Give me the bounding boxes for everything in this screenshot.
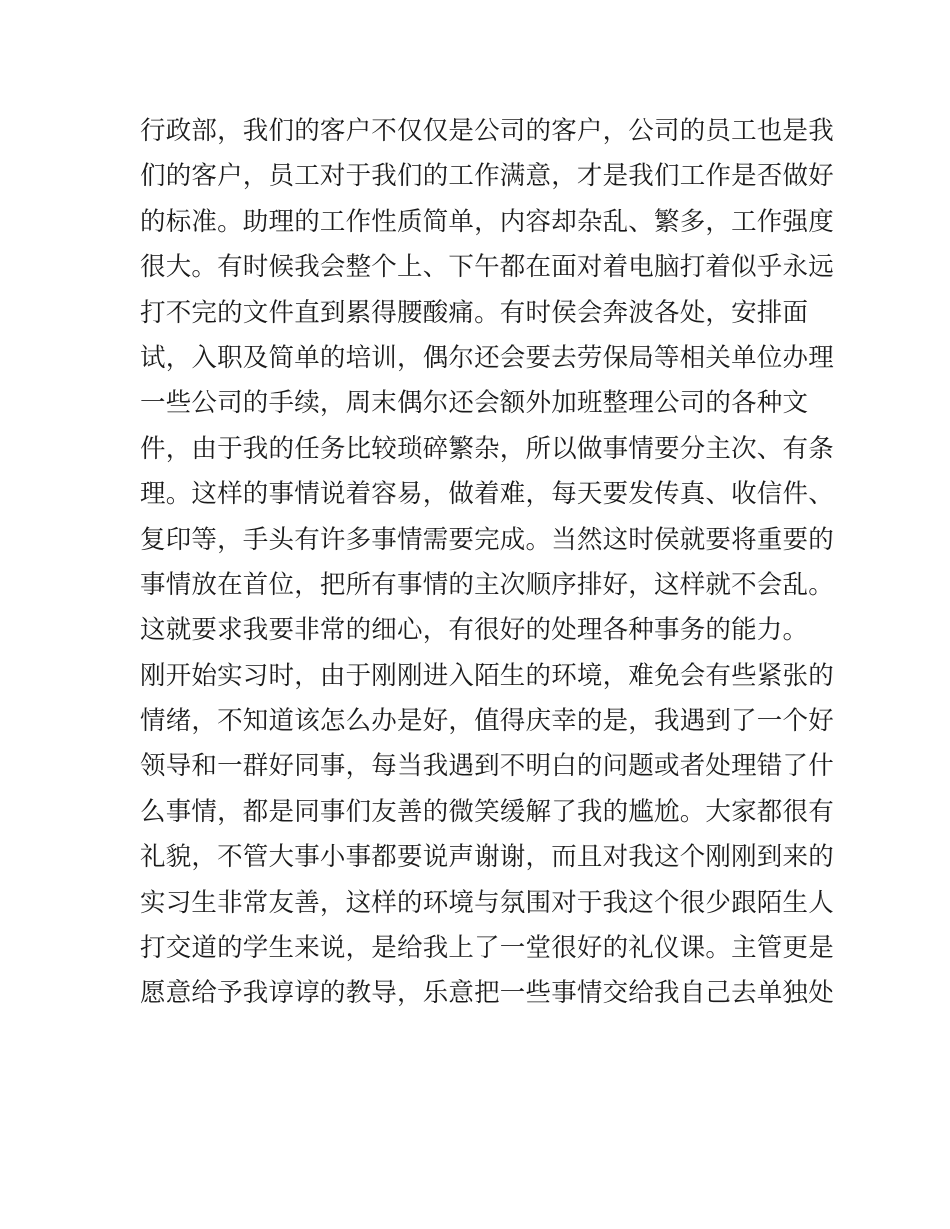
text-line-20: 愿意给予我谆谆的教导，乐意把一些事情交给我自己去单独处 [140,978,834,1009]
text-line-10: 复印等，手头有许多事情需要完成。当然这时侯就要将重要的 [140,524,834,555]
text-line-13: 刚开始实习时，由于刚刚进入陌生的环境，难免会有些紧张的 [140,660,834,691]
text-line-4: 很大。有时候我会整个上、下午都在面对着电脑打着似乎永远 [140,252,834,283]
text-line-19: 打交道的学生来说，是给我上了一堂很好的礼仪课。主管更是 [140,933,834,964]
text-line-14: 情绪，不知道该怎么办是好，值得庆幸的是，我遇到了一个好 [140,706,834,737]
body-text [140,109,834,1017]
text-line-8: 件，由于我的任务比较琐碎繁杂，所以做事情要分主次、有条 [140,433,834,464]
text-line-5: 打不完的文件直到累得腰酸痛。有时侯会奔波各处，安排面 [140,297,809,328]
text-line-1: 行政部，我们的客户不仅仅是公司的客户，公司的员工也是我 [140,116,834,146]
text-line-18: 实习生非常友善，这样的环境与氛围对于我这个很少跟陌生人 [140,887,834,918]
text-line-16: 么事情，都是同事们友善的微笑缓解了我的尴尬。大家都很有 [140,796,834,827]
text-line-3: 的标准。助理的工作性质简单，内容却杂乱、繁多，工作强度 [140,206,834,237]
text-line-7: 一些公司的手续，周末偶尔还会额外加班整理公司的各种文 [140,388,809,419]
text-line-12: 这就要求我要非常的细心，有很好的处理各种事务的能力。 [140,615,809,646]
text-line-9: 理。这样的事情说着容易，做着难，每天要发传真、收信件、 [140,479,834,510]
text-line-2: 们的客户，员工对于我们的工作满意，才是我们工作是否做好 [140,161,834,192]
text-line-11: 事情放在首位，把所有事情的主次顺序排好，这样就不会乱。 [140,569,834,600]
text-line-15: 领导和一群好同事，每当我遇到不明白的问题或者处理错了什 [140,751,834,782]
text-line-17: 礼貌，不管大事小事都要说声谢谢，而且对我这个刚刚到来的 [140,842,834,873]
text-line-6: 试，入职及简单的培训，偶尔还会要去劳保局等相关单位办理 [140,342,834,373]
